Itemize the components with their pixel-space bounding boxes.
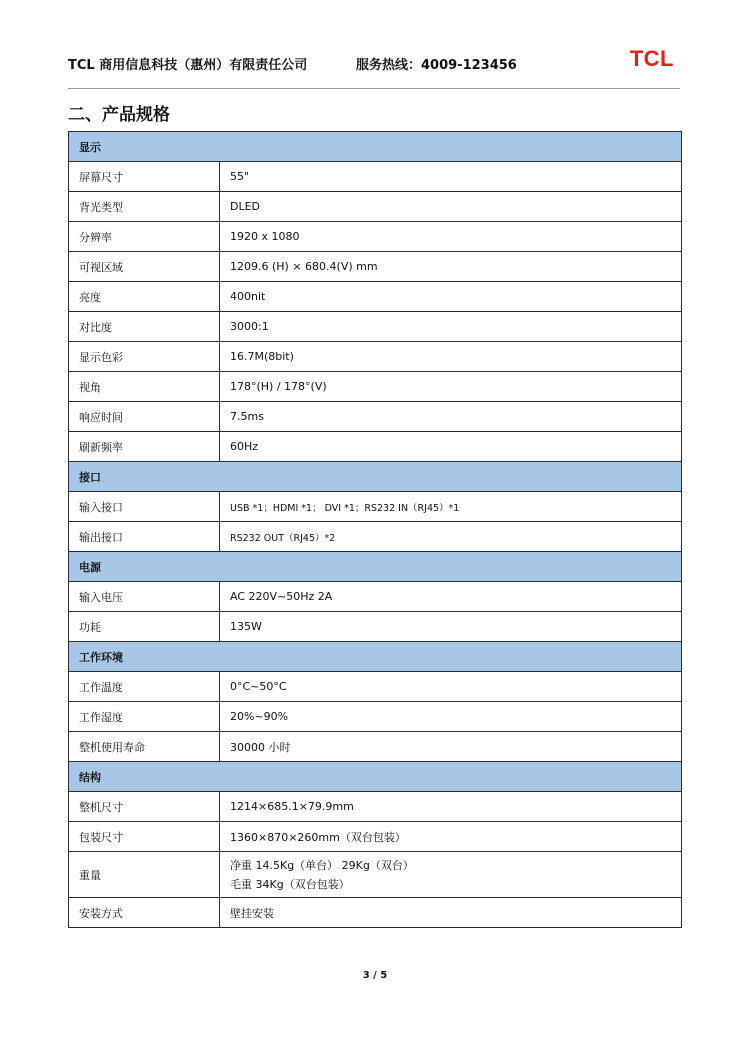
spec-label: 分辨率 — [69, 222, 220, 252]
table-row — [69, 822, 682, 852]
spec-value: RS232 OUT（RJ45）*2 — [220, 522, 682, 552]
spec-value: 20%~90% — [220, 702, 682, 732]
spec-label: 刷新频率 — [69, 432, 220, 462]
spec-label: 重量 — [69, 852, 220, 898]
table-row — [69, 702, 682, 732]
table-row — [69, 852, 682, 898]
company-name: TCL 商用信息科技（惠州）有限责任公司 — [68, 58, 308, 73]
section-header-label: 接口 — [69, 462, 682, 492]
net-weight-text: 净重 14.5Kg（单台） 29Kg（双台） — [230, 858, 414, 872]
spec-label: 工作湿度 — [69, 702, 220, 732]
table-row — [69, 192, 682, 222]
spec-label: 工作温度 — [69, 672, 220, 702]
spec-label: 整机尺寸 — [69, 792, 220, 822]
gross-weight-text: 毛重 34Kg（双台包装） — [230, 877, 350, 891]
spec-label: 输出接口 — [69, 522, 220, 552]
spec-label: 背光类型 — [69, 192, 220, 222]
table-row — [69, 312, 682, 342]
table-row — [69, 582, 682, 612]
table-row — [69, 402, 682, 432]
spec-label: 屏幕尺寸 — [69, 162, 220, 192]
table-row — [69, 672, 682, 702]
table-row — [69, 222, 682, 252]
table-row — [69, 432, 682, 462]
table-row — [69, 792, 682, 822]
table-row — [69, 342, 682, 372]
spec-value: 178°(H) / 178°(V) — [220, 372, 682, 402]
spec-value: AC 220V~50Hz 2A — [220, 582, 682, 612]
table-row — [69, 732, 682, 762]
spec-value: 60Hz — [220, 432, 682, 462]
spec-value — [220, 852, 682, 898]
spec-label: 输入接口 — [69, 492, 220, 522]
spec-label: 可视区域 — [69, 252, 220, 282]
table-row — [69, 898, 682, 928]
spec-value: 0°C~50°C — [220, 672, 682, 702]
table-row — [69, 612, 682, 642]
spec-value: 1920 x 1080 — [220, 222, 682, 252]
spec-value: 55" — [220, 162, 682, 192]
spec-label: 输入电压 — [69, 582, 220, 612]
spec-label: 安装方式 — [69, 898, 220, 928]
page-header — [68, 46, 680, 74]
section-header-interface — [69, 462, 682, 492]
spec-label: 功耗 — [69, 612, 220, 642]
spec-label: 对比度 — [69, 312, 220, 342]
spec-value: 1360×870×260mm（双台包装） — [220, 822, 682, 852]
table-row — [69, 282, 682, 312]
spec-label: 包装尺寸 — [69, 822, 220, 852]
spec-table — [68, 131, 682, 928]
section-header-structure — [69, 762, 682, 792]
table-row — [69, 372, 682, 402]
spec-value: 壁挂安装 — [220, 898, 682, 928]
spec-label: 响应时间 — [69, 402, 220, 432]
service-hotline: 服务热线：4009-123456 — [356, 58, 517, 73]
spec-value: 1209.6 (H) × 680.4(V) mm — [220, 252, 682, 282]
tcl-logo: TCL — [629, 46, 674, 71]
section-header-label: 电源 — [69, 552, 682, 582]
spec-value: 16.7M(8bit) — [220, 342, 682, 372]
section-header-environment — [69, 642, 682, 672]
spec-label: 视角 — [69, 372, 220, 402]
section-header-label: 显示 — [69, 132, 682, 162]
header-divider — [68, 88, 680, 89]
spec-value: 30000 小时 — [220, 732, 682, 762]
spec-value: 3000:1 — [220, 312, 682, 342]
section-header-label: 结构 — [69, 762, 682, 792]
section-header-label: 工作环境 — [69, 642, 682, 672]
spec-value: 135W — [220, 612, 682, 642]
section-header-power — [69, 552, 682, 582]
spec-label: 显示色彩 — [69, 342, 220, 372]
spec-value: 7.5ms — [220, 402, 682, 432]
spec-label: 整机使用寿命 — [69, 732, 220, 762]
section-title: 二、产品规格 — [68, 105, 170, 125]
table-row — [69, 492, 682, 522]
table-row — [69, 522, 682, 552]
spec-value: 1214×685.1×79.9mm — [220, 792, 682, 822]
section-header-display — [69, 132, 682, 162]
table-row — [69, 162, 682, 192]
spec-value: 400nit — [220, 282, 682, 312]
spec-value: DLED — [220, 192, 682, 222]
page-number: 3 / 5 — [362, 970, 388, 981]
table-row — [69, 252, 682, 282]
spec-label: 亮度 — [69, 282, 220, 312]
spec-value: USB *1；HDMI *1； DVI *1；RS232 IN（RJ45）*1 — [220, 492, 682, 522]
